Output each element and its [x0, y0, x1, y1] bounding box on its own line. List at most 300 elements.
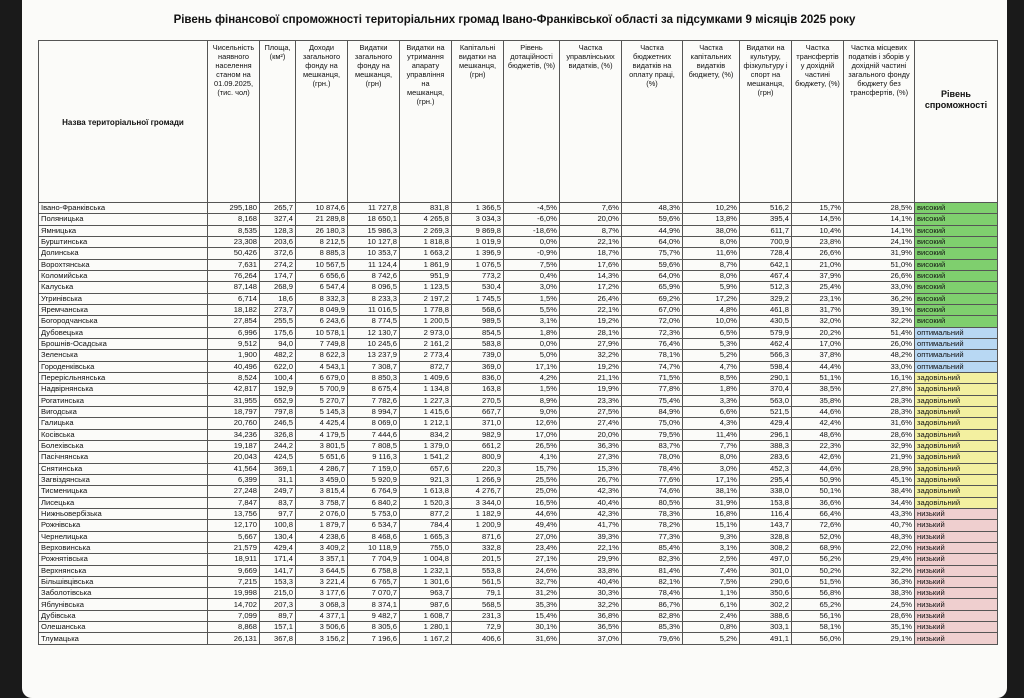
value-cell: 4,8% — [683, 304, 740, 315]
value-cell: 3,1% — [504, 316, 560, 327]
value-cell: 130,4 — [260, 531, 296, 542]
value-cell: 642,1 — [740, 259, 792, 270]
community-name-cell: Бурштинська — [39, 236, 208, 247]
value-cell: 987,6 — [400, 599, 452, 610]
value-cell: 3 068,3 — [296, 599, 348, 610]
table-row — [39, 576, 998, 587]
value-cell: 1 409,6 — [400, 372, 452, 383]
value-cell: 3 357,1 — [296, 554, 348, 565]
value-cell: 1 366,5 — [452, 203, 504, 214]
value-cell: 8 774,5 — [348, 316, 400, 327]
value-cell: 13 237,9 — [348, 350, 400, 361]
value-cell: 94,0 — [260, 338, 296, 349]
value-cell: 3 344,0 — [452, 497, 504, 508]
value-cell: 17,0% — [504, 429, 560, 440]
value-cell: 755,0 — [400, 542, 452, 553]
value-cell: 13,756 — [208, 508, 260, 519]
value-cell: 3 801,5 — [296, 440, 348, 451]
community-name-cell: Богородчанська — [39, 316, 208, 327]
capacity-level-cell: високий — [915, 236, 998, 247]
value-cell: 31,9% — [683, 497, 740, 508]
capacity-level-cell: задовільний — [915, 418, 998, 429]
value-cell: -0,9% — [504, 248, 560, 259]
value-cell: 4 377,1 — [296, 610, 348, 621]
value-cell: 3 506,6 — [296, 622, 348, 633]
value-cell: 6,399 — [208, 474, 260, 485]
table-row — [39, 395, 998, 406]
value-cell: 1 123,5 — [400, 282, 452, 293]
value-cell: 32,2% — [560, 350, 622, 361]
capacity-table — [38, 40, 998, 645]
table-row — [39, 497, 998, 508]
community-name-cell: Тисменицька — [39, 486, 208, 497]
value-cell: 36,5% — [560, 622, 622, 633]
capacity-level-cell: високий — [915, 316, 998, 327]
value-cell: 1 200,5 — [400, 316, 452, 327]
value-cell: 31,955 — [208, 395, 260, 406]
value-cell: 44,6% — [792, 463, 844, 474]
value-cell: 8,7% — [560, 225, 622, 236]
value-cell: 23,4% — [504, 542, 560, 553]
value-cell: 26,6% — [792, 248, 844, 259]
value-cell: 6 765,7 — [348, 576, 400, 587]
value-cell: 29,1% — [844, 633, 915, 644]
value-cell: 963,7 — [400, 588, 452, 599]
community-name-cell: Івано-Франківська — [39, 203, 208, 214]
value-cell: 48,2% — [844, 350, 915, 361]
value-cell: 19,9% — [560, 384, 622, 395]
table-row — [39, 622, 998, 633]
value-cell: 8,9% — [504, 395, 560, 406]
value-cell: 48,3% — [622, 203, 683, 214]
value-cell: 598,4 — [740, 361, 792, 372]
value-cell: 18 650,1 — [348, 214, 400, 225]
value-cell: 8 069,0 — [348, 418, 400, 429]
community-name-cell: Чернелицька — [39, 531, 208, 542]
value-cell: 37,8% — [792, 350, 844, 361]
value-cell: 51,0% — [844, 259, 915, 270]
capacity-level-cell: задовільний — [915, 429, 998, 440]
value-cell: 36,3% — [844, 576, 915, 587]
value-cell: 561,5 — [452, 576, 504, 587]
value-cell: 72,3% — [622, 327, 683, 338]
capacity-level-cell: високий — [915, 270, 998, 281]
value-cell: 5 270,7 — [296, 395, 348, 406]
value-cell: 48,6% — [792, 429, 844, 440]
value-cell: 31,6% — [504, 633, 560, 644]
value-cell: 231,3 — [452, 610, 504, 621]
value-cell: 11,4% — [683, 429, 740, 440]
community-name-cell: Лисецька — [39, 497, 208, 508]
value-cell: 2 197,2 — [400, 293, 452, 304]
value-cell: 82,1% — [622, 576, 683, 587]
value-cell: 4 276,7 — [452, 486, 504, 497]
value-cell: 56,8% — [792, 588, 844, 599]
capacity-level-cell: оптимальний — [915, 327, 998, 338]
value-cell: 36,3% — [560, 440, 622, 451]
capacity-level-cell: високий — [915, 248, 998, 259]
value-cell: 31,9% — [844, 248, 915, 259]
value-cell: 28,6% — [844, 610, 915, 621]
table-row — [39, 372, 998, 383]
value-cell: 65,2% — [792, 599, 844, 610]
value-cell: 303,1 — [740, 622, 792, 633]
value-cell: 6,996 — [208, 327, 260, 338]
header-column: Видатки на утримання апарату управління на мешканця, (грн.) — [400, 41, 452, 203]
capacity-level-cell: низький — [915, 622, 998, 633]
capacity-level-cell: оптимальний — [915, 350, 998, 361]
value-cell: 1 861,9 — [400, 259, 452, 270]
table-row — [39, 327, 998, 338]
header-column: Площа, (км²) — [260, 41, 296, 203]
capacity-level-cell: низький — [915, 610, 998, 621]
value-cell: 3 156,2 — [296, 633, 348, 644]
value-cell: 141,7 — [260, 565, 296, 576]
value-cell: 26,6% — [844, 270, 915, 281]
value-cell: 17,1% — [504, 361, 560, 372]
value-cell: 38,1% — [683, 486, 740, 497]
value-cell: 19,2% — [560, 361, 622, 372]
table-row — [39, 452, 998, 463]
community-name-cell: Ворохтянська — [39, 259, 208, 270]
value-cell: 8 468,6 — [348, 531, 400, 542]
value-cell: 8,5% — [683, 372, 740, 383]
value-cell: 290,1 — [740, 372, 792, 383]
value-cell: 14,1% — [844, 214, 915, 225]
capacity-level-cell: високий — [915, 214, 998, 225]
value-cell: 72,0% — [622, 316, 683, 327]
value-cell: 773,2 — [452, 270, 504, 281]
value-cell: 9,0% — [504, 406, 560, 417]
value-cell: 5 753,0 — [348, 508, 400, 519]
value-cell: 5 651,6 — [296, 452, 348, 463]
value-cell: 86,7% — [622, 599, 683, 610]
value-cell: 338,0 — [740, 486, 792, 497]
community-name-cell: Городенківська — [39, 361, 208, 372]
value-cell: 14,702 — [208, 599, 260, 610]
value-cell: 17,0% — [792, 338, 844, 349]
table-row — [39, 531, 998, 542]
capacity-level-cell: низький — [915, 599, 998, 610]
value-cell: 7,4% — [683, 565, 740, 576]
value-cell: 5,2% — [683, 633, 740, 644]
value-cell: 26,4% — [560, 293, 622, 304]
value-cell: 834,2 — [400, 429, 452, 440]
value-cell: 65,9% — [622, 282, 683, 293]
capacity-level-cell: високий — [915, 259, 998, 270]
value-cell: 27,0% — [504, 531, 560, 542]
value-cell: 1 232,1 — [400, 565, 452, 576]
value-cell: 7,6% — [560, 203, 622, 214]
value-cell: 370,4 — [740, 384, 792, 395]
value-cell: 20,2% — [792, 327, 844, 338]
value-cell: 583,8 — [452, 338, 504, 349]
table-row — [39, 508, 998, 519]
capacity-level-cell: низький — [915, 588, 998, 599]
value-cell: 5,2% — [683, 350, 740, 361]
value-cell: 3 409,2 — [296, 542, 348, 553]
capacity-level-cell: задовільний — [915, 372, 998, 383]
value-cell: 3 758,7 — [296, 497, 348, 508]
value-cell: 6 547,4 — [296, 282, 348, 293]
value-cell: 2 076,0 — [296, 508, 348, 519]
value-cell: 21 289,8 — [296, 214, 348, 225]
value-cell: 72,6% — [792, 520, 844, 531]
table-row — [39, 259, 998, 270]
value-cell: 22,0% — [844, 542, 915, 553]
value-cell: 497,0 — [740, 554, 792, 565]
value-cell: 28,1% — [560, 327, 622, 338]
value-cell: 274,2 — [260, 259, 296, 270]
value-cell: 568,6 — [452, 304, 504, 315]
value-cell: 4 425,4 — [296, 418, 348, 429]
capacity-level-cell: задовільний — [915, 406, 998, 417]
value-cell: 27,1% — [504, 554, 560, 565]
value-cell: 32,9% — [844, 440, 915, 451]
value-cell: 3,3% — [683, 395, 740, 406]
value-cell: 38,0% — [683, 225, 740, 236]
value-cell: 20,0% — [560, 214, 622, 225]
value-cell: 36,2% — [844, 293, 915, 304]
value-cell: 82,3% — [622, 554, 683, 565]
value-cell: 6 243,6 — [296, 316, 348, 327]
value-cell: 18,6 — [260, 293, 296, 304]
value-cell: 17,2% — [560, 282, 622, 293]
value-cell: 28,3% — [844, 395, 915, 406]
table-row — [39, 384, 998, 395]
value-cell: 42,3% — [560, 486, 622, 497]
value-cell: 80,5% — [622, 497, 683, 508]
value-cell: 75,7% — [622, 248, 683, 259]
value-cell: 11 016,5 — [348, 304, 400, 315]
community-name-cell: Верховинська — [39, 542, 208, 553]
table-row — [39, 350, 998, 361]
value-cell: 2,4% — [683, 610, 740, 621]
value-cell: 1 818,8 — [400, 236, 452, 247]
value-cell: 8 994,7 — [348, 406, 400, 417]
value-cell: 28,3% — [844, 406, 915, 417]
community-name-cell: Галицька — [39, 418, 208, 429]
value-cell: 21,0% — [792, 259, 844, 270]
value-cell: 35,1% — [844, 622, 915, 633]
value-cell: 82,8% — [622, 610, 683, 621]
value-cell: 50,426 — [208, 248, 260, 259]
capacity-level-cell: задовільний — [915, 395, 998, 406]
value-cell: 201,5 — [452, 554, 504, 565]
table-row — [39, 463, 998, 474]
table-header — [39, 41, 998, 203]
value-cell: 8 233,3 — [348, 293, 400, 304]
value-cell: 6 679,0 — [296, 372, 348, 383]
value-cell: 5,5% — [504, 304, 560, 315]
value-cell: 1 182,9 — [452, 508, 504, 519]
value-cell: 7,099 — [208, 610, 260, 621]
value-cell: 1 778,8 — [400, 304, 452, 315]
value-cell: 622,0 — [260, 361, 296, 372]
value-cell: 29,9% — [560, 554, 622, 565]
value-cell: 22,3% — [792, 440, 844, 451]
value-cell: 16,1% — [844, 372, 915, 383]
value-cell: 302,2 — [740, 599, 792, 610]
community-name-cell: Дубівська — [39, 610, 208, 621]
value-cell: 6 656,6 — [296, 270, 348, 281]
value-cell: 0,0% — [504, 236, 560, 247]
community-name-cell: Дубовецька — [39, 327, 208, 338]
value-cell: 33,0% — [844, 282, 915, 293]
value-cell: 10 245,6 — [348, 338, 400, 349]
value-cell: 4 543,1 — [296, 361, 348, 372]
value-cell: 34,4% — [844, 497, 915, 508]
value-cell: 5 920,9 — [348, 474, 400, 485]
value-cell: 220,3 — [452, 463, 504, 474]
value-cell: 5,0% — [504, 350, 560, 361]
value-cell: 41,564 — [208, 463, 260, 474]
value-cell: 2,5% — [683, 554, 740, 565]
document-title: Рівень фінансової спроможності територіальних громад Івано-Франківської області за підсумками 9 місяців 2025 року — [173, 14, 856, 26]
header-column: Частка трансфертів у дохідній частині бюджету, (%) — [792, 41, 844, 203]
value-cell: 8 049,9 — [296, 304, 348, 315]
header-column: Чисельність наявного населення станом на 01.09.2025, (тис. чол) — [208, 41, 260, 203]
value-cell: 461,8 — [740, 304, 792, 315]
value-cell: 395,4 — [740, 214, 792, 225]
value-cell: 1,5% — [504, 293, 560, 304]
value-cell: 831,8 — [400, 203, 452, 214]
value-cell: 388,6 — [740, 610, 792, 621]
value-cell: 1 379,0 — [400, 440, 452, 451]
value-cell: 27,854 — [208, 316, 260, 327]
value-cell: 3 459,0 — [296, 474, 348, 485]
value-cell: 10 353,7 — [348, 248, 400, 259]
value-cell: 17,6% — [560, 259, 622, 270]
value-cell: 836,0 — [452, 372, 504, 383]
value-cell: 25,5% — [504, 474, 560, 485]
value-cell: 56,2% — [792, 554, 844, 565]
value-cell: 25,4% — [792, 282, 844, 293]
value-cell: 8,0% — [683, 236, 740, 247]
value-cell: 14,3% — [560, 270, 622, 281]
community-name-cell: Пасічнянська — [39, 452, 208, 463]
value-cell: 8,524 — [208, 372, 260, 383]
table-row — [39, 361, 998, 372]
table-row — [39, 338, 998, 349]
value-cell: 7 808,5 — [348, 440, 400, 451]
value-cell: 8 622,3 — [296, 350, 348, 361]
value-cell: 40,4% — [560, 576, 622, 587]
value-cell: 78,0% — [622, 452, 683, 463]
community-name-cell: Коломийська — [39, 270, 208, 281]
value-cell: 290,6 — [740, 576, 792, 587]
table-row — [39, 429, 998, 440]
value-cell: 1 076,5 — [452, 259, 504, 270]
value-cell: 171,4 — [260, 554, 296, 565]
value-cell: 273,7 — [260, 304, 296, 315]
value-cell: 81,4% — [622, 565, 683, 576]
value-cell: 85,4% — [622, 542, 683, 553]
value-cell: 1 227,3 — [400, 395, 452, 406]
header-community-name: Назва територіальної громади — [39, 41, 208, 203]
value-cell: 872,7 — [400, 361, 452, 372]
value-cell: 44,6% — [504, 508, 560, 519]
value-cell: 15,3% — [560, 463, 622, 474]
value-cell: 1 608,7 — [400, 610, 452, 621]
value-cell: 15,1% — [683, 520, 740, 531]
value-cell: 7,215 — [208, 576, 260, 587]
value-cell: 8 850,3 — [348, 372, 400, 383]
table-row — [39, 203, 998, 214]
value-cell: 4,3% — [683, 418, 740, 429]
value-cell: 530,4 — [452, 282, 504, 293]
value-cell: 7,847 — [208, 497, 260, 508]
value-cell: 1 396,9 — [452, 248, 504, 259]
header-column: Частка капітальних видатків бюджету, (%) — [683, 41, 740, 203]
value-cell: 5,667 — [208, 531, 260, 542]
value-cell: 76,4% — [622, 338, 683, 349]
value-cell: 10 567,5 — [296, 259, 348, 270]
value-cell: 17,2% — [683, 293, 740, 304]
value-cell: 26,7% — [560, 474, 622, 485]
value-cell: 40,4% — [560, 497, 622, 508]
value-cell: 8 212,5 — [296, 236, 348, 247]
document-sheet — [22, 0, 1007, 698]
value-cell: 36,6% — [792, 497, 844, 508]
value-cell: 38,3% — [844, 588, 915, 599]
value-cell: 8,0% — [683, 270, 740, 281]
value-cell: 14,1% — [844, 225, 915, 236]
value-cell: 1 301,6 — [400, 576, 452, 587]
value-cell: 64,0% — [622, 270, 683, 281]
community-name-cell: Яблунівська — [39, 599, 208, 610]
value-cell: 203,6 — [260, 236, 296, 247]
community-name-cell: Рожнятівська — [39, 554, 208, 565]
value-cell: 15,7% — [504, 463, 560, 474]
value-cell: 452,3 — [740, 463, 792, 474]
capacity-level-cell: низький — [915, 565, 998, 576]
value-cell: 1,8% — [683, 384, 740, 395]
value-cell: 79,6% — [622, 633, 683, 644]
community-name-cell: Косівська — [39, 429, 208, 440]
value-cell: 265,7 — [260, 203, 296, 214]
value-cell: 83,7% — [622, 440, 683, 451]
capacity-level-cell: оптимальний — [915, 338, 998, 349]
value-cell: 207,3 — [260, 599, 296, 610]
value-cell: 19,998 — [208, 588, 260, 599]
value-cell: 175,6 — [260, 327, 296, 338]
value-cell: 42,4% — [792, 418, 844, 429]
header-column: Частка бюджетних видатків на оплату праці, (%) — [622, 41, 683, 203]
value-cell: 10,2% — [683, 203, 740, 214]
value-cell: 74,7% — [622, 361, 683, 372]
value-cell: 854,5 — [452, 327, 504, 338]
value-cell: 215,0 — [260, 588, 296, 599]
value-cell: 33,8% — [560, 565, 622, 576]
capacity-level-cell: низький — [915, 576, 998, 587]
capacity-level-cell: високий — [915, 203, 998, 214]
value-cell: 406,6 — [452, 633, 504, 644]
value-cell: 9 482,7 — [348, 610, 400, 621]
value-cell: 2 161,2 — [400, 338, 452, 349]
value-cell: 100,4 — [260, 372, 296, 383]
value-cell: 429,4 — [740, 418, 792, 429]
value-cell: 16,5% — [504, 497, 560, 508]
value-cell: 32,7% — [504, 576, 560, 587]
community-name-cell: Яремчанська — [39, 304, 208, 315]
value-cell: 1,5% — [504, 384, 560, 395]
value-cell: 15 986,3 — [348, 225, 400, 236]
value-cell: 4 286,7 — [296, 463, 348, 474]
value-cell: 7,631 — [208, 259, 260, 270]
value-cell: 8,868 — [208, 622, 260, 633]
value-cell: 23,1% — [792, 293, 844, 304]
